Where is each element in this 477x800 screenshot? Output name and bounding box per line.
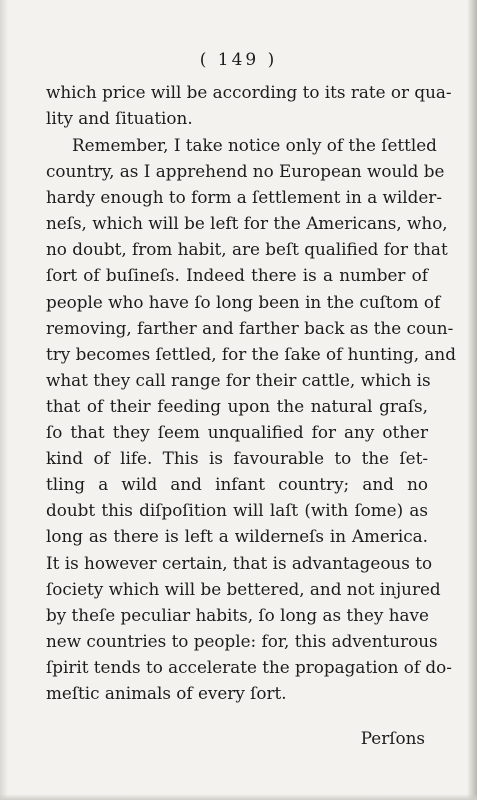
page-edge-shadow-right — [467, 0, 477, 800]
text-line: what they call range for their cattle, which is — [46, 369, 431, 390]
text-line: ſo that they ſeem unqualified for any other — [46, 422, 428, 443]
text-line: new countries to people: for, this adventurous — [46, 630, 438, 651]
text-line: neſs, which will be left for the Americans, who, — [46, 213, 448, 234]
text-line: which price will be according to its rate or qua- — [46, 82, 452, 102]
text-line: no doubt, from habit, are beſt qualified for that — [46, 239, 448, 260]
text-line: kind of life. This is favourable to the ſet- — [46, 448, 428, 469]
text-line: that of their feeding upon the natural graſs, — [46, 395, 428, 416]
paragraph-main — [46, 132, 456, 706]
page-edge-shadow-left — [0, 0, 8, 800]
catchword: Perſons — [360, 728, 425, 748]
text-line: meſtic animals of every ſort. — [46, 682, 287, 703]
page-number: ( 149 ) — [199, 50, 278, 70]
page-edge-shadow-bottom — [0, 794, 477, 800]
paragraph-continuation — [46, 79, 452, 131]
text-line: Remember, I take notice only of the ſettled — [72, 135, 437, 155]
text-line: hardy enough to form a ſettlement in a wilder- — [46, 187, 442, 208]
text-line: ſort of buſineſs. Indeed there is a number of — [46, 265, 428, 286]
text-line: tling a wild and infant country; and no — [46, 474, 428, 495]
text-line: by theſe peculiar habits, ſo long as they have — [46, 604, 429, 625]
text-line: ſpirit tends to accelerate the propagation of do- — [46, 656, 452, 677]
text-line: try becomes ſettled, for the ſake of hunting, and — [46, 343, 456, 364]
text-line: removing, farther and farther back as the coun- — [46, 317, 454, 338]
text-line: doubt this diſpoſition will laſt (with ſome) as — [46, 500, 428, 521]
text-line: lity and ſituation. — [46, 108, 193, 129]
text-line: long as there is left a wilderneſs in America. — [46, 526, 428, 547]
text-line: It is however certain, that is advantageous to — [46, 552, 433, 573]
text-line: country, as I apprehend no European would be — [46, 161, 445, 182]
text-line: ſociety which will be bettered, and not injured — [46, 578, 441, 599]
text-line: people who have ſo long been in the cuſtom of — [46, 291, 441, 312]
